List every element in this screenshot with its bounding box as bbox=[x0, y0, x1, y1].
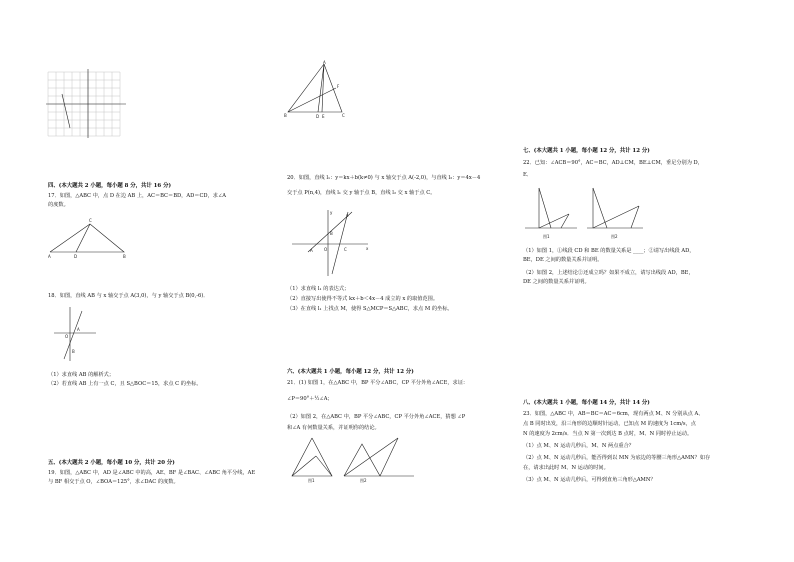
q18-sub1: （1）求直线 AB 的解析式； bbox=[48, 372, 115, 378]
fig18-label-o: O bbox=[65, 334, 69, 339]
fig-top-label-a: A bbox=[323, 60, 326, 65]
q23-sub2: （2）点 M、N 运动几秒后，能否得到以 MN 为底边的等腰三角形△AMN？如存 bbox=[523, 455, 711, 461]
fig17-label-c: C bbox=[89, 218, 92, 223]
section7-header: 七、(本大题共 1 小题，每小题 12 分，共计 12 分) bbox=[523, 148, 650, 154]
q18-sub2: （2）若直线 AB 上有一点 C，且 S△BOC＝15，求点 C 的坐标。 bbox=[48, 381, 202, 387]
q22-figure1 bbox=[523, 184, 579, 240]
top-triangle-figure bbox=[284, 62, 354, 122]
fig20-label-x: x bbox=[366, 246, 369, 251]
fig20-label-b: B bbox=[330, 231, 333, 236]
fig17-label-d: D bbox=[74, 254, 78, 259]
q20-sub3: （3）在直线 l₁ 上找点 M，使得 S△MCP＝S△ABC，求点 M 的坐标。 bbox=[287, 306, 453, 312]
q17-text-line1: 17．如图，△ABC 中，点 D 在边 AB 上，AC＝BC＝BD，AD＝CD，求∠A bbox=[48, 193, 227, 199]
q21-text-line1: 21．(1) 如图 1，在△ABC 中，BP 平分∠ABC，CP 平分外角∠ACE，求证： bbox=[287, 380, 469, 386]
segment bbox=[62, 94, 70, 128]
fig-top-label-e: E bbox=[322, 114, 325, 119]
q23-sub3: （3）点 M、N 运动几秒后，可得到直角三角形△AMN？ bbox=[523, 477, 656, 483]
q21-text-line3: （2）如图 2，在△ABC 中，BP 平分∠ABC，CP 平分外角∠ACE，猜想 ∠P bbox=[287, 414, 466, 420]
q23-text-line1: 23．如图，△ABC 中，AB＝BC＝AC＝6cm，现有两点 M、N 分别从点 A、 bbox=[523, 411, 704, 417]
q22-text-line1: 22．已知：∠ACB＝90°，AC＝BC，AD⊥CM，BE⊥CM，垂足分别为 D， bbox=[523, 160, 703, 166]
q18-line-figure bbox=[52, 305, 98, 363]
q22-sub2b: DE 之间的数量关系并证明。 bbox=[523, 279, 590, 285]
coordinate-grid-figure bbox=[44, 68, 130, 140]
q20-sub1: （1）求直线 l₁ 的表达式； bbox=[287, 286, 350, 292]
q23-text-line2: 点 B 同时出发，沿三角形的边顺时针运动，已知点 M 的速度为 1cm/s，点 bbox=[523, 421, 696, 427]
fig20-label-p: P bbox=[346, 214, 349, 219]
fig-top-label-c: C bbox=[342, 113, 345, 118]
section8-header: 八、(本大题共 1 小题，每小题 14 分，共计 14 分) bbox=[523, 400, 650, 406]
fig-top-label-d: D bbox=[316, 114, 320, 119]
q19-text-line2: 与 BF 相交于点 O，∠BOA＝125°，求∠DAC 的度数。 bbox=[48, 479, 179, 485]
fig21-caption2: 图2 bbox=[360, 478, 367, 483]
q23-sub2b: 在，请求出此时 M、N 运动的时间。 bbox=[523, 465, 609, 471]
q17-text-line2: 的度数。 bbox=[48, 202, 69, 208]
fig22-caption1: 图1 bbox=[543, 234, 550, 239]
q21-text-line2: ∠P＝90°＋½∠A； bbox=[287, 396, 333, 402]
fig20-label-a: A bbox=[310, 248, 313, 253]
q23-sub1: （1）点 M、N 运动几秒后，M、N 两点重合？ bbox=[523, 443, 634, 449]
q21-text-line4: 和∠A 有何数量关系，并证明你的结论。 bbox=[287, 425, 380, 431]
q21-figure2 bbox=[340, 436, 418, 482]
fig20-label-c: C bbox=[344, 247, 347, 252]
section6-header: 六、(本大题共 1 小题，每小题 12 分，共计 12 分) bbox=[287, 369, 414, 375]
q22-sub1: （1）如图 1，①线段 CD 和 BE 的数量关系是 ____；②请写出线段 AD， bbox=[523, 248, 695, 254]
fig-top-label-b: B bbox=[284, 113, 287, 118]
q20-lines-figure bbox=[290, 208, 370, 278]
fig-top-label-f: F bbox=[337, 84, 340, 89]
q22-figure2 bbox=[585, 184, 645, 240]
fig20-label-y: y bbox=[330, 210, 333, 215]
fig20-label-o: O bbox=[324, 247, 328, 252]
section4-header: 四、(本大题共 2 小题，每小题 8 分，共计 16 分) bbox=[48, 183, 172, 189]
q20-text-line2: 交于点 P(n,4)，直线 l₁ 交 y 轴于点 B，直线 l₂ 交 x 轴于点 C。 bbox=[287, 190, 436, 196]
fig18-label-a: A bbox=[77, 327, 80, 332]
q22-sub2: （2）如图 2，上述结论②还成立吗？如果不成立，请写出线段 AD，BE， bbox=[523, 270, 694, 276]
q23-text-line3: N 的速度为 2cm/s．当点 N 第一次到达 B 点时，M、N 同时停止运动。 bbox=[523, 431, 693, 437]
q18-text: 18．如图，直线 AB 与 x 轴交于点 A(3,0)，与 y 轴交于点 B(0,-6)． bbox=[48, 293, 209, 299]
section5-header: 五、(本大题共 2 小题，每小题 10 分，共计 20 分) bbox=[48, 460, 175, 466]
q17-triangle-figure bbox=[46, 216, 132, 260]
fig18-label-b: B bbox=[72, 349, 75, 354]
fig17-label-a: A bbox=[48, 254, 51, 259]
q20-text-line1: 20．如图，直线 l₁：y＝kx＋b(k≠0) 与 x 轴交于点 A(-2,0)，与直线 l₂：y＝4x－4 bbox=[287, 175, 481, 181]
q22-sub1b: BE，DE 之间的数量关系并证明。 bbox=[523, 257, 603, 263]
fig21-caption1: 图1 bbox=[308, 478, 315, 483]
q20-sub2: （2）直接写出使得不等式 kx＋b＜4x－4 成立的 x 的取值范围。 bbox=[287, 296, 439, 302]
fig22-caption2: 图2 bbox=[611, 234, 618, 239]
fig17-label-b: B bbox=[123, 254, 126, 259]
q19-text-line1: 19．如图，△ABC 中，AD 是∠ABC 中的高，AE、BF 是∠BAC、∠ABC 角平分线，AE bbox=[48, 470, 256, 476]
q22-text-line2: E． bbox=[523, 172, 532, 178]
q21-figure1 bbox=[288, 436, 338, 482]
